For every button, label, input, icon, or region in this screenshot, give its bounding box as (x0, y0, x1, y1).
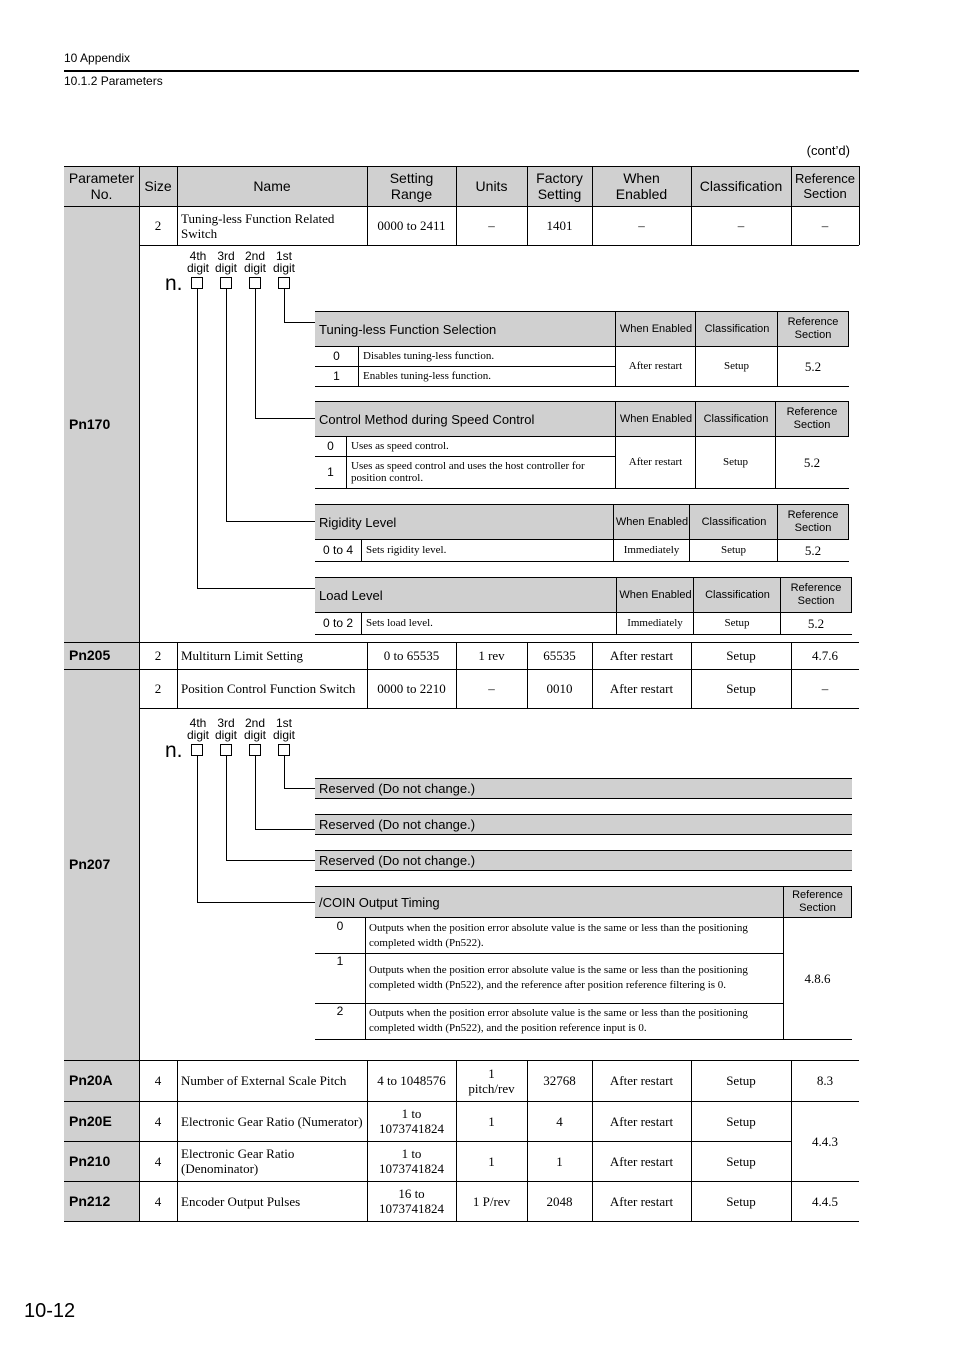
units: – (488, 681, 495, 696)
units: 1 (488, 1113, 495, 1129)
reference: 5.2 (804, 358, 822, 374)
sub-title: Control Method during Speed Control (315, 401, 616, 437)
rule (527, 1060, 528, 1221)
reference: 5.2 (804, 542, 822, 558)
rule (456, 642, 457, 708)
digit-label-3rd: 3rd digit (214, 249, 237, 275)
rule (315, 1039, 852, 1040)
connector (284, 756, 285, 789)
sub-header-class: Classification (689, 504, 778, 540)
param-no-pn20e: Pn20E (64, 1101, 139, 1141)
rule (64, 669, 859, 670)
when-enabled: After restart (628, 359, 683, 372)
description: Disables tuning-less function. (363, 349, 495, 362)
param-no-pn207: Pn207 (64, 669, 139, 1060)
description: Outputs when the position error absolute value is the same or less than the positioning completed width (Pn522). (369, 921, 748, 949)
rule (177, 1060, 178, 1221)
digit-label-2nd: 2nd digit (243, 716, 266, 742)
reference: 4.8.6 (804, 971, 831, 986)
value: 0 (333, 348, 340, 363)
value-range: 0 to 4 (322, 542, 354, 557)
when-enabled: Immediately (627, 616, 683, 629)
rule (527, 642, 528, 708)
sub-header-ref: Reference Section (783, 886, 852, 918)
setting-range: 4 to 1048576 (377, 1073, 446, 1088)
digit-box-4th (191, 744, 203, 756)
rule (616, 612, 617, 634)
classification: Setup (726, 1153, 756, 1169)
col-header-setting-range: Setting Range (367, 166, 456, 206)
units: 1 P/rev (472, 1193, 511, 1209)
rule (365, 918, 366, 1039)
classification: Setup (723, 359, 750, 372)
value: 0 (327, 438, 334, 453)
digit-label-1st: 1st digit (272, 249, 295, 275)
rule (691, 1060, 692, 1221)
rule (693, 612, 694, 634)
rule (64, 166, 859, 167)
connector (197, 902, 316, 903)
param-no-pn212: Pn212 (64, 1181, 139, 1221)
description: Uses as speed control. (351, 439, 449, 452)
rule (777, 539, 778, 561)
param-no-pn210: Pn210 (64, 1141, 139, 1181)
digit-box-2nd (249, 744, 261, 756)
setting-range: 1 to 1073741824 (379, 1146, 444, 1176)
connector (226, 860, 316, 861)
units: 1 pitch/rev (468, 1065, 515, 1096)
rule (315, 1003, 783, 1004)
reference-section: – (821, 681, 829, 696)
col-header-name: Name (177, 166, 367, 206)
connector (255, 418, 316, 419)
value: 1 (327, 464, 334, 479)
rule (315, 634, 852, 635)
classification: Setup (726, 648, 756, 663)
rule (139, 245, 859, 246)
name: Number of External Scale Pitch (181, 1073, 347, 1088)
digit-box-2nd (249, 277, 261, 289)
sub-header-ref: Reference Section (777, 311, 849, 347)
description: Outputs when the position error absolute value is the same or less than the positioning completed width (Pn522), and the position reference input is 0. (369, 1007, 748, 1034)
sub-header-ref: Reference Section (777, 504, 849, 540)
sub-header-when: When Enabled (615, 311, 696, 347)
connector (284, 788, 316, 789)
units: – (488, 218, 495, 233)
sub-title: /COIN Output Timing (315, 886, 784, 918)
description: Uses as speed control and uses the host controller for position control. (351, 460, 585, 484)
col-header-reference-section: Reference Section (791, 166, 859, 206)
digit-label-2nd: 2nd digit (243, 249, 266, 275)
rule (177, 642, 178, 708)
col-header-classification: Classification (691, 166, 791, 206)
rule (361, 612, 362, 634)
when-enabled: Immediately (623, 543, 680, 556)
rule (527, 166, 528, 245)
reference-section: 4.4.5 (812, 1193, 838, 1209)
classification: Setup (720, 543, 747, 556)
when-enabled: After restart (609, 1153, 674, 1169)
digit-label-3rd: 3rd digit (214, 716, 237, 742)
value: 1 (333, 368, 340, 383)
reference-section: 4.7.6 (812, 648, 838, 663)
value: 0 (336, 919, 344, 933)
factory-setting: 1 (556, 1153, 563, 1169)
name: Position Control Function Switch (181, 681, 356, 696)
param-no-pn20a: Pn20A (64, 1060, 139, 1101)
rule (791, 1060, 792, 1221)
description: Outputs when the position error absolute value is the same or less than the positioning completed width (Pn522), and the reference after position reference filtering is 0. (369, 964, 748, 991)
rule (775, 436, 776, 488)
classification: Setup (724, 616, 750, 629)
factory-setting: 65535 (543, 648, 576, 663)
when-enabled: After restart (609, 1073, 674, 1088)
factory-setting: 32768 (543, 1073, 576, 1088)
units: 1 rev (478, 648, 505, 663)
reserved-digit3: Reserved (Do not change.) (315, 850, 852, 871)
param-no-pn170: Pn170 (64, 206, 139, 642)
sub-header-ref: Reference Section (775, 401, 849, 437)
digit-label-4th: 4th digit (186, 716, 209, 742)
rule (592, 1060, 593, 1221)
classification: Setup (726, 1113, 756, 1129)
rule (456, 166, 457, 245)
setting-range: 0000 to 2411 (377, 218, 446, 233)
rule (367, 642, 368, 708)
when-enabled: – (638, 218, 645, 233)
connector (284, 289, 285, 323)
col-header-factory-setting: Factory Setting (527, 166, 592, 206)
sub-header-class: Classification (693, 577, 781, 613)
classification: Setup (722, 455, 749, 468)
rule (315, 456, 615, 457)
digit-box-4th (191, 277, 203, 289)
rule (689, 539, 690, 561)
size: 4 (154, 1113, 162, 1129)
value: 2 (336, 1004, 344, 1018)
col-header-parameter-no: Parameter No. (64, 166, 139, 206)
reference-section-pn20e-pn210: 4.4.3 (812, 1133, 838, 1149)
rule (615, 436, 616, 488)
connector (255, 756, 256, 830)
connector (197, 756, 198, 903)
rule (177, 166, 178, 245)
size: 4 (154, 1193, 162, 1209)
rule (791, 166, 792, 245)
value-range: 0 to 2 (322, 615, 354, 630)
classification: Setup (726, 681, 756, 696)
name: Tuning-less Function Related Switch (181, 210, 335, 241)
rule (777, 346, 778, 386)
page-number: 10-12 (24, 1300, 76, 1322)
size: 2 (154, 648, 162, 663)
header-rule (64, 70, 859, 72)
rule (315, 488, 849, 489)
size: 2 (154, 218, 162, 233)
digit-box-1st (278, 744, 290, 756)
sub-title: Load Level (315, 577, 617, 613)
classification: Setup (726, 1193, 756, 1209)
section-title: 10.1.2 Parameters (64, 74, 163, 88)
rule (695, 436, 696, 488)
rule (613, 539, 614, 561)
factory-setting: 4 (556, 1113, 563, 1129)
rule (64, 1221, 859, 1222)
rule (691, 642, 692, 708)
rule (64, 1060, 859, 1061)
rule (367, 1060, 368, 1221)
value: 1 (336, 954, 344, 968)
rule (64, 1141, 791, 1142)
connector (284, 322, 316, 323)
factory-setting: 0010 (546, 681, 573, 696)
connector (197, 588, 316, 589)
connector (255, 829, 316, 830)
setting-range: 16 to 1073741824 (379, 1186, 444, 1216)
factory-setting: 2048 (546, 1193, 573, 1209)
rule (315, 386, 849, 387)
when-enabled: After restart (609, 1193, 674, 1209)
digit-box-1st (278, 277, 290, 289)
rule (592, 642, 593, 708)
digit-label-1st: 1st digit (272, 716, 295, 742)
rule (346, 436, 347, 488)
rule (783, 918, 784, 1039)
rule (64, 206, 859, 207)
rule (64, 642, 859, 643)
sub-header-when: When Enabled (616, 577, 694, 613)
rule (315, 366, 615, 367)
col-header-when-enabled: When Enabled (592, 166, 691, 206)
reference-section: – (821, 218, 829, 233)
rule (315, 953, 783, 954)
digit-box-3rd (220, 744, 232, 756)
name: Electronic Gear Ratio (Numerator) (181, 1113, 363, 1129)
name: Multiturn Limit Setting (181, 648, 304, 663)
rule (367, 166, 368, 245)
sub-title: Rigidity Level (315, 504, 614, 540)
sub-header-ref: Reference Section (780, 577, 852, 613)
col-header-size: Size (139, 166, 177, 206)
col-header-units: Units (456, 166, 527, 206)
rule (361, 539, 362, 561)
size: 4 (154, 1073, 162, 1088)
when-enabled: After restart (628, 455, 683, 468)
units: 1 (488, 1153, 495, 1169)
digit-label-4th: 4th digit (186, 249, 209, 275)
name: Encoder Output Pulses (181, 1193, 301, 1209)
name: Electronic Gear Ratio (Denominator) (181, 1146, 295, 1176)
reference-section: 8.3 (816, 1073, 834, 1088)
setting-range: 0 to 65535 (383, 648, 440, 663)
rule (695, 346, 696, 386)
rule (791, 642, 792, 708)
description: Sets load level. (366, 616, 433, 629)
sub-header-when: When Enabled (615, 401, 696, 437)
digit-box-3rd (220, 277, 232, 289)
rule (358, 346, 359, 386)
sub-title: Tuning-less Function Selection (315, 311, 616, 347)
rule (592, 166, 593, 245)
when-enabled: After restart (609, 1113, 674, 1129)
rule (139, 708, 859, 709)
param-no-pn205: Pn205 (64, 642, 139, 669)
classification: – (737, 218, 745, 233)
chapter-title: 10 Appendix (64, 51, 131, 65)
reference: 5.2 (807, 615, 825, 631)
connector (226, 289, 227, 522)
size: 2 (154, 681, 162, 696)
description: Sets rigidity level. (366, 543, 447, 556)
n-prefix: n. (165, 739, 183, 762)
connector (197, 289, 198, 589)
rule (64, 1101, 859, 1102)
description: Enables tuning-less function. (363, 369, 492, 382)
rule (139, 166, 140, 1221)
setting-range: 0000 to 2210 (377, 681, 446, 696)
setting-range: 1 to 1073741824 (379, 1106, 444, 1136)
reserved-digit1: Reserved (Do not change.) (315, 778, 852, 799)
rule (859, 166, 860, 245)
rule (691, 166, 692, 245)
continued-label: (cont’d) (806, 143, 850, 158)
when-enabled: After restart (609, 648, 674, 663)
when-enabled: After restart (609, 681, 674, 696)
sub-header-when: When Enabled (613, 504, 690, 540)
rule (780, 612, 781, 634)
classification: Setup (726, 1073, 756, 1088)
connector (226, 521, 316, 522)
connector (255, 289, 256, 419)
sub-header-class: Classification (695, 401, 776, 437)
rule (64, 1181, 859, 1182)
reserved-digit2: Reserved (Do not change.) (315, 814, 852, 835)
rule (456, 1060, 457, 1221)
factory-setting: 1401 (546, 218, 573, 233)
n-prefix: n. (165, 272, 183, 295)
size: 4 (154, 1153, 162, 1169)
connector (226, 756, 227, 861)
rule (615, 346, 616, 386)
reference: 5.2 (803, 454, 821, 470)
sub-header-class: Classification (695, 311, 778, 347)
rule (315, 561, 849, 562)
